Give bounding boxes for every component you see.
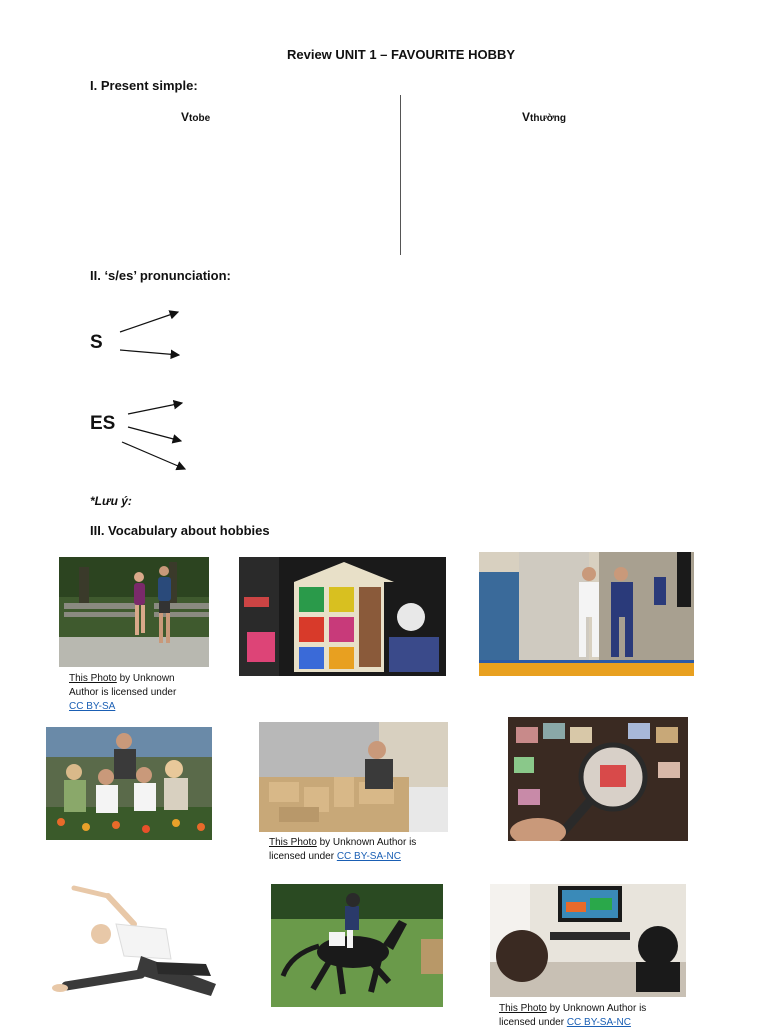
watching-tv-photo — [490, 884, 686, 997]
stamp-collecting-photo — [508, 717, 688, 841]
horse-riding-photo — [271, 884, 443, 1007]
es-arrow-3 — [122, 442, 185, 469]
dollhouse-photo — [239, 557, 446, 676]
column-thuong-label: Vthường — [522, 110, 567, 124]
s-arrow-1 — [120, 312, 178, 332]
jogging-photo — [59, 557, 209, 667]
section-2-heading: II. ‘s/es’ pronunciation: — [90, 268, 231, 283]
es-label: ES — [90, 413, 116, 434]
gardening-photo — [46, 727, 212, 840]
note-label: *Lưu ý: — [90, 494, 132, 508]
es-arrow-1 — [128, 403, 182, 414]
judo-photo — [479, 552, 694, 676]
photo-credit-1: This Photo by Unknown Author is licensed under CC BY-SA — [69, 673, 177, 712]
photo-credit-2: This Photo by Unknown Author is licensed under CC BY-SA-NC — [269, 837, 417, 862]
credit-link[interactable]: This Photo — [499, 1003, 547, 1014]
column-tobe-label: Vtobe — [181, 110, 211, 124]
page-title: Review UNIT 1 – FAVOURITE HOBBY — [286, 47, 516, 62]
yoga-photo — [46, 884, 226, 1002]
section-3-heading: III. Vocabulary about hobbies — [90, 523, 270, 538]
credit-link[interactable]: This Photo — [269, 837, 317, 848]
credit-link[interactable]: This Photo — [69, 673, 117, 684]
s-arrow-2 — [120, 350, 179, 355]
s-label: S — [90, 332, 103, 353]
license-link[interactable]: CC BY-SA-NC — [566, 1017, 631, 1028]
section-1-heading: I. Present simple: — [90, 78, 198, 93]
license-link[interactable]: CC BY-SA-NC — [336, 851, 401, 862]
model-building-photo — [259, 722, 448, 832]
license-link[interactable]: CC BY-SA — [69, 701, 116, 712]
photo-credit-3: This Photo by Unknown Author is licensed under CC BY-SA-NC — [499, 1003, 647, 1028]
es-arrow-2 — [128, 427, 181, 441]
